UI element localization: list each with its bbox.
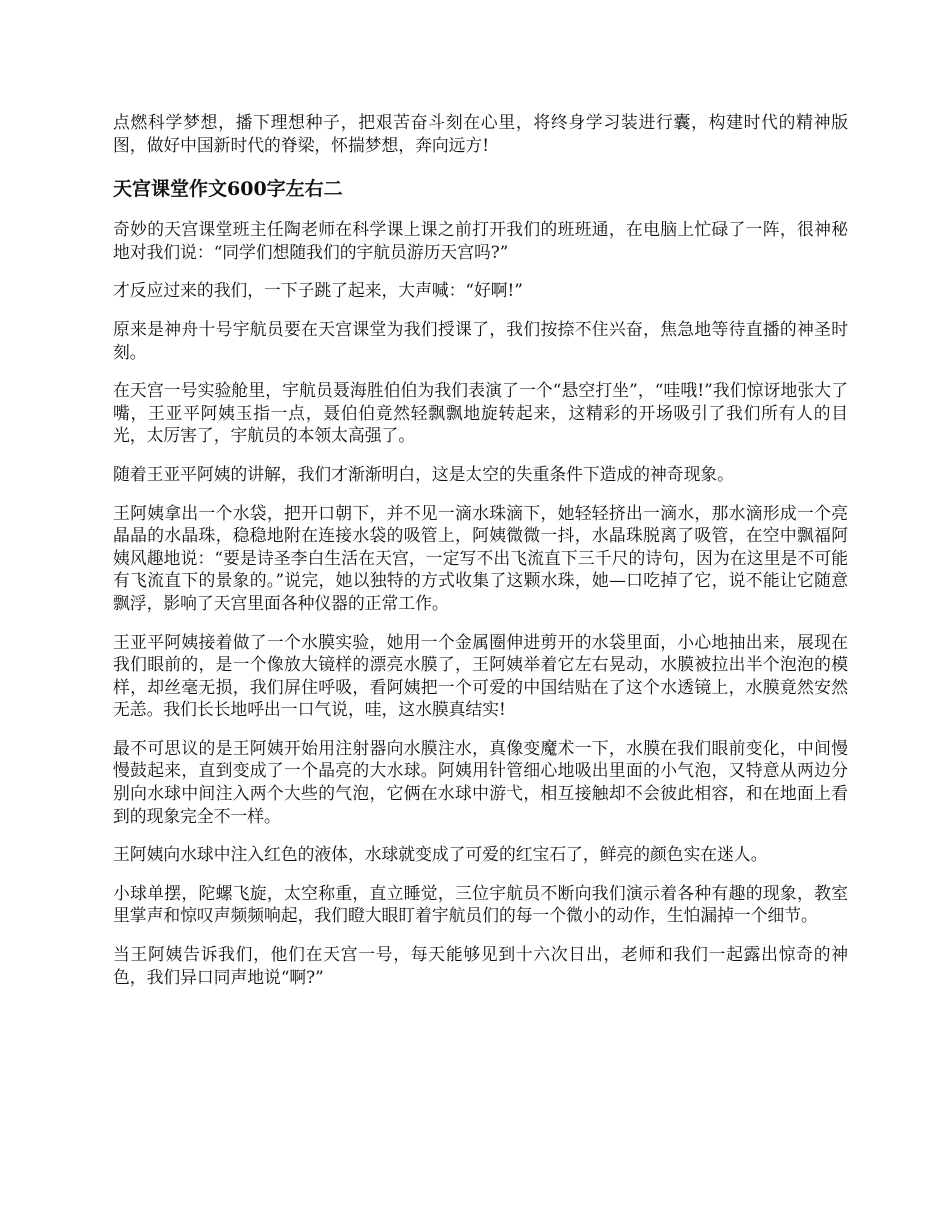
intro-paragraph: 点燃科学梦想，播下理想种子，把艰苦奋斗刻在心里，将终身学习装进行囊，构建时代的精神版图，做好中国新时代的脊梁，怀揣梦想，奔向远方! bbox=[113, 112, 848, 155]
section-heading: 天宫课堂作文600字左右二 bbox=[113, 178, 343, 201]
paragraph-8: 最不可思议的是王阿姨开始用注射器向水膜注水，真像变魔术一下，水膜在我们眼前变化，中间慢慢鼓起来，直到变成了一个晶亮的大水球。阿姨用针管细心地吸出里面的小气泡，又特意从两边分别向水球中间注入两个大些的气泡，它俩在水球中游弋，相互接触却不会彼此相容，和在地面上看到的现象完全不一样。 bbox=[113, 737, 848, 826]
paragraph-10: 小球单摆，陀螺飞旋，太空称重，直立睡觉，三位宇航员不断向我们演示着各种有趣的现象，教室里掌声和惊叹声频频响起，我们瞪大眼盯着宇航员们的每一个微小的动作，生怕漏掉一个细节。 bbox=[113, 882, 848, 926]
paragraph-7: 王亚平阿姨接着做了一个水膜实验，她用一个金属圈伸进剪开的水袋里面，小心地抽出来，展现在我们眼前的，是一个像放大镜样的漂亮水膜了，王阿姨举着它左右晃动，水膜被拉出半个泡泡的模样，却丝毫无损，我们屏住呼吸，看阿姨把一个可爱的中国结贴在了这个水透镜上，水膜竟然安然无恙。我们长长地呼出一口气说，哇，这水膜真结实! bbox=[113, 631, 848, 720]
paragraph-9: 王阿姨向水球中注入红色的液体，水球就变成了可爱的红宝石了，鲜亮的颜色实在迷人。 bbox=[113, 844, 768, 865]
document-page bbox=[113, 111, 848, 1004]
paragraph-11: 当王阿姨告诉我们，他们在天宫一号，每天能够见到十六次日出，老师和我们一起露出惊奇的神色，我们异口同声地说“啊?” bbox=[113, 944, 848, 987]
paragraph-5: 随着王亚平阿姨的讲解，我们才渐渐明白，这是太空的失重条件下造成的神奇现象。 bbox=[113, 463, 734, 484]
paragraph-1: 奇妙的天宫课堂班主任陶老师在科学课上课之前打开我们的班班通，在电脑上忙碌了一阵，很神秘地对我们说：“同学们想随我们的宇航员游历天宫吗?” bbox=[113, 219, 848, 262]
paragraph-6: 王阿姨拿出一个水袋，把开口朝下，并不见一滴水珠滴下，她轻轻挤出一滴水，那水滴形成一个亮晶晶的水晶珠，稳稳地附在连接水袋的吸管上，阿姨微微一抖，水晶珠脱离了吸管，在空中飘福阿姨风趣地说：“要是诗圣李白生活在天宫，一定写不出飞流直下三千尺的诗句，因为在这里是不可能有飞流直下的景象的。”说完，她以独特的方式收集了这颗水珠，她—口吃掉了它，说不能让它随意飘浮，影响了天宫里面各种仪器的正常工作。 bbox=[113, 502, 848, 613]
paragraph-3: 原来是神舟十号宇航员要在天宫课堂为我们授课了，我们按捺不住兴奋，焦急地等待直播的神圣时刻。 bbox=[113, 318, 848, 362]
paragraph-2: 才反应过来的我们，一下子跳了起来，大声喊：“好啊!” bbox=[113, 280, 523, 301]
paragraph-4: 在天宫一号实验舱里，宇航员聂海胜伯伯为我们表演了一个“悬空打坐”，“哇哦!”我们惊讶地张大了嘴，王亚平阿姨玉指一点，聂伯伯竟然轻飘飘地旋转起来，这精彩的开场吸引了我们所有人的目光，太厉害了，宇航员的本领太高强了。 bbox=[113, 380, 848, 446]
